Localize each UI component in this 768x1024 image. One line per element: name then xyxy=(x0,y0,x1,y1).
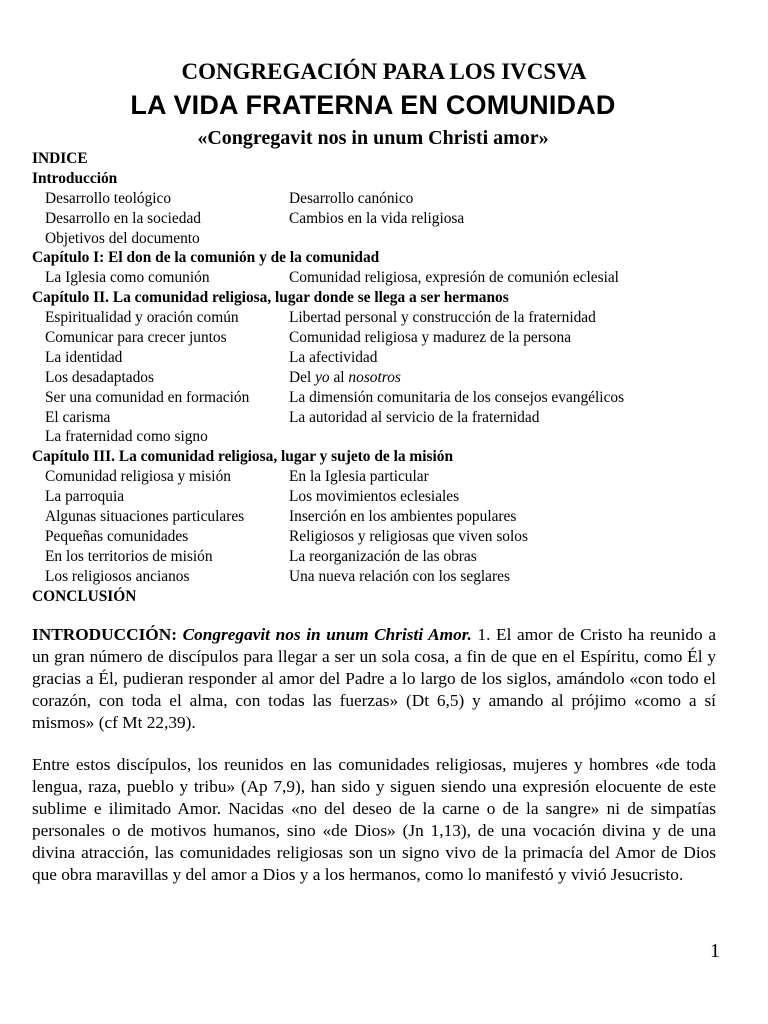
body-paragraph: Entre estos discípulos, los reunidos en las comunidades religiosas, mujeres y hombres «de toda lengua, raza, pueblo y tribu» (Ap 7,9), han sido y siguen siendo una expresión elocuente de este sublime e ilimitado Amor. Nacidas «no del deseo de la carne o de la sangre» ni de simpatías personales o de motivos humanos, sino «de Dios» (Jn 1,13), de una vocación divina y de una divina atracción, las comunidades religiosas son un signo vivo de la primacía del Amor de Dios que obra maravillas y del amor a Dios y a los hermanos, como lo manifestó y vivió Jesucristo. xyxy=(32,755,716,884)
toc-heading-chapter-3: Capítulo III. La comunidad religiosa, lugar y sujeto de la misión xyxy=(32,448,454,466)
toc-row xyxy=(32,308,752,328)
toc-row xyxy=(32,368,752,388)
toc-row xyxy=(32,209,752,229)
toc-item: La Iglesia como comunión xyxy=(45,269,210,287)
toc-item: La identidad xyxy=(45,348,123,366)
toc-item: Espiritualidad y oración común xyxy=(45,309,239,327)
introduction-paragraph xyxy=(32,624,716,734)
toc-row xyxy=(32,229,752,249)
toc-item: Pequeñas comunidades xyxy=(45,527,189,545)
congregation-heading: CONGREGACIÓN PARA LOS IVCSVA xyxy=(181,59,587,84)
toc-row xyxy=(32,487,752,507)
document-subtitle: «Congregavit nos in unum Christi amor» xyxy=(197,127,549,149)
toc-item-text: Del xyxy=(289,368,316,386)
toc-row xyxy=(32,547,752,567)
toc-item: Desarrollo en la sociedad xyxy=(45,209,201,227)
toc-row xyxy=(32,467,752,487)
toc-item: Una nueva relación con los seglares xyxy=(289,567,510,585)
toc-item: Religiosos y religiosas que viven solos xyxy=(289,527,528,545)
toc-item: Comunidad religiosa y madurez de la persona xyxy=(289,329,572,347)
toc-item: Comunicar para crecer juntos xyxy=(45,329,227,347)
toc-item: La reorganización de las obras xyxy=(289,547,477,565)
table-of-contents xyxy=(32,149,752,606)
introduction-text: 1. El amor de Cristo ha reunido a un gran número de discípulos para llegar a ser un sola cosa, a fin de que en el Espíritu, como Él y gracias a Él, pudieran responder al amor del Padre a lo largo de los siglos, amándolo «con todo el corazón, con toda el alma, con todas las fuerzas» (Dt 6,5) y amando al prójimo «como a sí mismos» (cf Mt 22,39). xyxy=(32,625,716,732)
toc-item-text-italic: yo xyxy=(315,368,330,386)
toc-row xyxy=(32,268,752,288)
toc-item: Algunas situaciones particulares xyxy=(45,508,245,526)
toc-item: Comunidad religiosa, expresión de comunión eclesial xyxy=(289,269,619,287)
toc-item: La parroquia xyxy=(45,488,125,506)
toc-item-del-yo-al-nosotros xyxy=(289,368,401,388)
toc-row xyxy=(32,527,752,547)
toc-row xyxy=(32,348,752,368)
toc-heading-chapter-2: Capítulo II. La comunidad religiosa, lugar donde se llega a ser hermanos xyxy=(32,289,509,307)
toc-item: Los religiosos ancianos xyxy=(45,567,190,585)
introduction-label: INTRODUCCIÓN: xyxy=(32,625,177,644)
toc-row xyxy=(32,328,752,348)
toc-row xyxy=(32,567,752,587)
toc-item: Libertad personal y construcción de la fraternidad xyxy=(289,309,596,327)
document-title: LA VIDA FRATERNA EN COMUNIDAD xyxy=(130,90,616,120)
toc-item: Los desadaptados xyxy=(45,368,154,386)
toc-row xyxy=(32,388,752,408)
toc-item: En los territorios de misión xyxy=(45,547,213,565)
toc-row xyxy=(32,189,752,209)
toc-row xyxy=(32,408,752,428)
toc-item: Desarrollo teológico xyxy=(45,189,172,207)
introduction-title: Congregavit nos in unum Christi Amor. xyxy=(182,625,472,644)
toc-item: La fraternidad como signo xyxy=(45,428,208,446)
toc-item: La autoridad al servicio de la fraternidad xyxy=(289,408,540,426)
toc-item: Objetivos del documento xyxy=(45,229,200,247)
page-number: 1 xyxy=(710,940,720,962)
toc-row xyxy=(32,507,752,527)
toc-item: En la Iglesia particular xyxy=(289,468,429,486)
toc-heading-chapter-1: Capítulo I: El don de la comunión y de la comunidad xyxy=(32,249,380,267)
toc-item: Desarrollo canónico xyxy=(289,189,414,207)
toc-item: Los movimientos eclesiales xyxy=(289,488,460,506)
index-title: INDICE xyxy=(32,150,88,167)
toc-item: Ser una comunidad en formación xyxy=(45,388,250,406)
toc-item: La dimensión comunitaria de los consejos evangélicos xyxy=(289,388,625,406)
toc-item: Comunidad religiosa y misión xyxy=(45,468,231,486)
toc-item-text: al xyxy=(329,368,349,386)
toc-item: La afectividad xyxy=(289,348,378,366)
toc-item: El carisma xyxy=(45,408,111,426)
toc-heading-conclusion: CONCLUSIÓN xyxy=(32,587,137,605)
toc-row xyxy=(32,427,752,447)
toc-item: Cambios en la vida religiosa xyxy=(289,209,465,227)
toc-item-text-italic: nosotros xyxy=(348,368,401,386)
toc-item: Inserción en los ambientes populares xyxy=(289,508,517,526)
toc-heading-introduction: Introducción xyxy=(32,169,118,187)
